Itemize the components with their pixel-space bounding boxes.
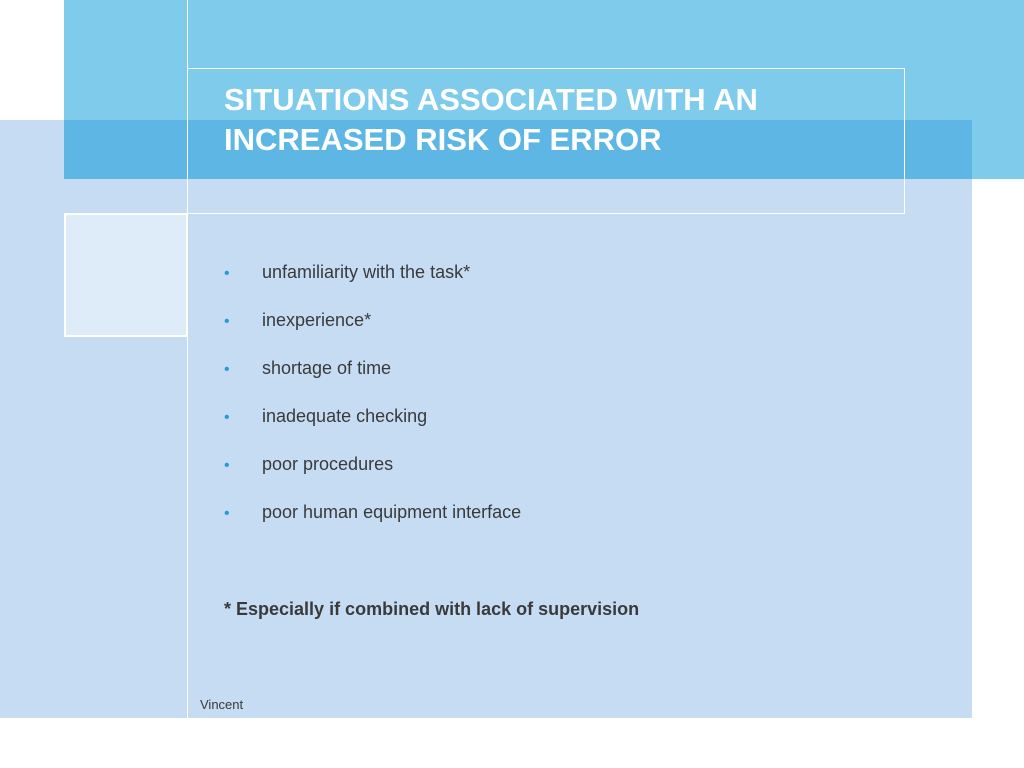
footnote: * Especially if combined with lack of supervision [224, 599, 640, 619]
bullet-icon: • [224, 313, 230, 330]
bullet-icon: • [224, 409, 230, 426]
bullet-icon: • [224, 505, 230, 522]
list-item [224, 310, 521, 358]
list-item-text: poor procedures [262, 454, 394, 474]
bullet-icon: • [224, 361, 230, 378]
list-item-text: unfamiliarity with the task* [262, 262, 471, 282]
bullet-list [224, 262, 521, 550]
list-item [224, 262, 521, 310]
list-item-text: inexperience* [262, 310, 372, 330]
list-item [224, 358, 521, 406]
list-item-text: inadequate checking [262, 406, 428, 426]
list-item-text: shortage of time [262, 358, 392, 378]
footer-author: Vincent [200, 697, 244, 712]
bullet-icon: • [224, 265, 230, 282]
title-line-2: INCREASED RISK OF ERROR [224, 122, 662, 157]
slide-title [224, 80, 884, 160]
list-item [224, 502, 521, 550]
list-item-text: poor human equipment interface [262, 502, 522, 522]
list-item [224, 406, 521, 454]
title-line-1: SITUATIONS ASSOCIATED WITH AN [224, 82, 758, 117]
decorative-square [64, 213, 188, 337]
list-item [224, 454, 521, 502]
bullet-icon: • [224, 457, 230, 474]
